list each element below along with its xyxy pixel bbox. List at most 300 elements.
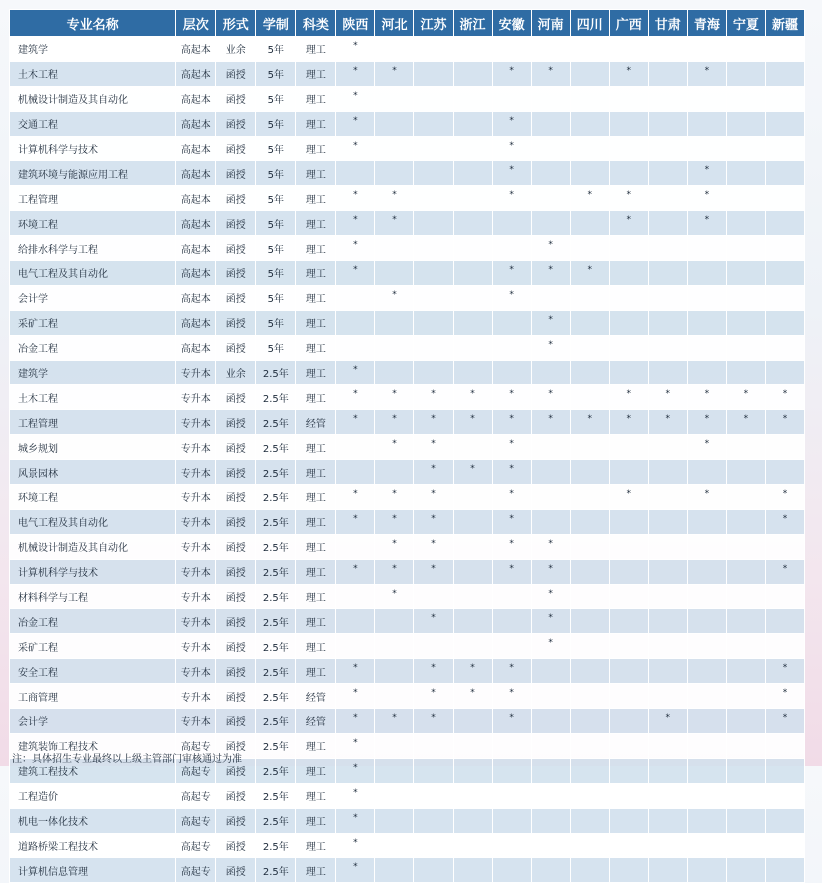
province-mark-cell — [726, 509, 765, 534]
duration-cell: 2.5年 — [256, 485, 296, 510]
duration-cell: 2.5年 — [256, 634, 296, 659]
province-mark-cell: * — [609, 186, 648, 211]
province-mark-cell: * — [414, 559, 453, 584]
province-mark-cell — [570, 310, 609, 335]
form-cell: 函授 — [216, 211, 256, 236]
province-mark-cell — [492, 310, 531, 335]
province-mark-cell: * — [336, 385, 375, 410]
province-mark-cell — [648, 86, 687, 111]
province-mark-cell — [726, 783, 765, 808]
category-cell: 理工 — [296, 360, 336, 385]
province-mark-cell — [765, 808, 804, 833]
table-row — [10, 285, 805, 310]
province-mark-cell — [531, 833, 570, 858]
province-mark-cell: * — [336, 37, 375, 62]
major-name-cell: 建筑学 — [10, 37, 176, 62]
province-mark-cell: * — [336, 509, 375, 534]
province-mark-cell — [726, 310, 765, 335]
province-mark-cell: * — [414, 709, 453, 734]
province-mark-cell — [726, 161, 765, 186]
province-mark-cell — [414, 285, 453, 310]
province-mark-cell — [687, 609, 726, 634]
province-mark-cell — [765, 86, 804, 111]
province-mark-cell — [687, 783, 726, 808]
level-cell: 专升本 — [176, 684, 216, 709]
province-mark-cell — [531, 808, 570, 833]
form-cell: 函授 — [216, 659, 256, 684]
major-name-cell: 环境工程 — [10, 485, 176, 510]
table-row — [10, 659, 805, 684]
province-mark-cell — [336, 534, 375, 559]
major-name-cell: 机械设计制造及其自动化 — [10, 534, 176, 559]
province-mark-cell — [453, 634, 492, 659]
form-cell: 函授 — [216, 559, 256, 584]
major-name-cell: 土木工程 — [10, 385, 176, 410]
province-mark-cell — [531, 509, 570, 534]
table-row — [10, 410, 805, 435]
table-row — [10, 460, 805, 485]
major-name-cell: 计算机科学与技术 — [10, 559, 176, 584]
form-cell: 业余 — [216, 37, 256, 62]
duration-cell: 2.5年 — [256, 534, 296, 559]
duration-cell: 2.5年 — [256, 360, 296, 385]
province-mark-cell — [609, 733, 648, 758]
province-mark-cell — [726, 236, 765, 261]
province-mark-cell — [453, 161, 492, 186]
province-mark-cell — [570, 709, 609, 734]
province-mark-cell: * — [375, 186, 414, 211]
province-mark-cell — [375, 659, 414, 684]
province-mark-cell — [531, 758, 570, 783]
province-mark-cell: * — [570, 186, 609, 211]
level-cell: 专升本 — [176, 609, 216, 634]
category-cell: 理工 — [296, 808, 336, 833]
province-mark-cell — [765, 37, 804, 62]
province-mark-cell — [765, 758, 804, 783]
province-mark-cell — [375, 634, 414, 659]
category-cell: 理工 — [296, 833, 336, 858]
province-mark-cell — [414, 86, 453, 111]
province-mark-cell — [609, 261, 648, 286]
major-name-cell: 工程造价 — [10, 783, 176, 808]
province-mark-cell — [453, 733, 492, 758]
province-mark-cell — [414, 211, 453, 236]
major-name-cell: 冶金工程 — [10, 609, 176, 634]
province-mark-cell — [609, 310, 648, 335]
province-mark-cell — [492, 758, 531, 783]
category-cell: 理工 — [296, 136, 336, 161]
province-mark-cell — [687, 758, 726, 783]
province-mark-cell: * — [453, 385, 492, 410]
province-mark-cell — [726, 609, 765, 634]
duration-cell: 2.5年 — [256, 709, 296, 734]
province-mark-cell — [531, 485, 570, 510]
province-mark-cell — [726, 335, 765, 360]
table-row — [10, 485, 805, 510]
province-mark-cell — [570, 783, 609, 808]
province-mark-cell — [609, 559, 648, 584]
province-mark-cell — [414, 858, 453, 883]
province-mark-cell — [414, 236, 453, 261]
province-mark-cell: * — [687, 410, 726, 435]
province-mark-cell — [648, 684, 687, 709]
province-mark-cell — [765, 609, 804, 634]
province-mark-cell: * — [531, 310, 570, 335]
province-mark-cell — [570, 858, 609, 883]
category-cell: 理工 — [296, 460, 336, 485]
level-cell: 专升本 — [176, 360, 216, 385]
province-mark-cell — [453, 86, 492, 111]
province-mark-cell: * — [336, 659, 375, 684]
province-mark-cell — [570, 534, 609, 559]
major-name-cell: 计算机信息管理 — [10, 858, 176, 883]
province-mark-cell — [492, 584, 531, 609]
duration-cell: 5年 — [256, 285, 296, 310]
province-mark-cell — [531, 858, 570, 883]
form-cell: 函授 — [216, 509, 256, 534]
table-row — [10, 360, 805, 385]
duration-cell: 5年 — [256, 236, 296, 261]
province-mark-cell — [453, 584, 492, 609]
table-row — [10, 709, 805, 734]
province-mark-cell: * — [414, 609, 453, 634]
duration-cell: 2.5年 — [256, 385, 296, 410]
province-mark-cell — [609, 659, 648, 684]
table-row — [10, 186, 805, 211]
major-name-cell: 采矿工程 — [10, 310, 176, 335]
table-row — [10, 609, 805, 634]
province-mark-cell: * — [492, 186, 531, 211]
province-mark-cell — [765, 534, 804, 559]
province-mark-cell — [726, 211, 765, 236]
province-mark-cell — [492, 634, 531, 659]
table-row — [10, 37, 805, 62]
province-mark-cell — [726, 435, 765, 460]
province-mark-cell — [726, 833, 765, 858]
province-mark-cell — [375, 808, 414, 833]
level-cell: 高起本 — [176, 335, 216, 360]
province-mark-cell — [609, 783, 648, 808]
province-mark-cell — [765, 61, 804, 86]
province-mark-cell — [531, 86, 570, 111]
major-name-cell: 风景园林 — [10, 460, 176, 485]
duration-cell: 2.5年 — [256, 833, 296, 858]
province-mark-cell — [414, 758, 453, 783]
province-mark-cell — [414, 833, 453, 858]
duration-cell: 2.5年 — [256, 609, 296, 634]
category-cell: 经管 — [296, 684, 336, 709]
province-mark-cell — [570, 460, 609, 485]
province-mark-cell — [687, 559, 726, 584]
province-mark-cell — [765, 833, 804, 858]
category-cell: 理工 — [296, 733, 336, 758]
province-mark-cell — [687, 360, 726, 385]
province-mark-cell: * — [375, 211, 414, 236]
province-mark-cell — [687, 858, 726, 883]
form-cell: 函授 — [216, 111, 256, 136]
province-mark-cell — [492, 808, 531, 833]
province-mark-cell — [375, 733, 414, 758]
province-mark-cell: * — [765, 385, 804, 410]
duration-cell: 2.5年 — [256, 659, 296, 684]
category-cell: 理工 — [296, 385, 336, 410]
province-mark-cell — [726, 37, 765, 62]
duration-cell: 2.5年 — [256, 758, 296, 783]
major-name-cell: 机械设计制造及其自动化 — [10, 86, 176, 111]
province-mark-cell — [648, 485, 687, 510]
level-cell: 高起本 — [176, 211, 216, 236]
province-mark-cell — [531, 161, 570, 186]
category-cell: 理工 — [296, 659, 336, 684]
level-cell: 高起本 — [176, 285, 216, 310]
duration-cell: 5年 — [256, 61, 296, 86]
province-mark-cell: * — [336, 559, 375, 584]
level-cell: 高起专 — [176, 783, 216, 808]
major-name-cell: 冶金工程 — [10, 335, 176, 360]
major-name-cell: 工程管理 — [10, 410, 176, 435]
province-mark-cell — [336, 435, 375, 460]
province-mark-cell: * — [414, 684, 453, 709]
level-cell: 专升本 — [176, 634, 216, 659]
province-mark-cell — [726, 136, 765, 161]
form-cell: 函授 — [216, 634, 256, 659]
duration-cell: 5年 — [256, 111, 296, 136]
province-mark-cell: * — [687, 385, 726, 410]
duration-cell: 2.5年 — [256, 559, 296, 584]
province-mark-cell — [765, 136, 804, 161]
province-mark-cell — [648, 211, 687, 236]
province-mark-cell — [336, 609, 375, 634]
province-mark-cell: * — [336, 86, 375, 111]
province-mark-cell — [453, 783, 492, 808]
category-cell: 理工 — [296, 634, 336, 659]
province-mark-cell — [492, 609, 531, 634]
province-mark-cell — [609, 136, 648, 161]
column-header: 学制 — [256, 10, 296, 37]
province-mark-cell — [609, 634, 648, 659]
table-row — [10, 161, 805, 186]
column-header: 新疆 — [765, 10, 804, 37]
province-mark-cell: * — [687, 186, 726, 211]
province-mark-cell: * — [765, 559, 804, 584]
duration-cell: 5年 — [256, 211, 296, 236]
province-mark-cell — [414, 61, 453, 86]
province-mark-cell — [453, 509, 492, 534]
province-mark-cell — [453, 186, 492, 211]
province-mark-cell: * — [648, 385, 687, 410]
province-mark-cell: * — [375, 509, 414, 534]
province-mark-cell: * — [375, 435, 414, 460]
province-mark-cell — [609, 709, 648, 734]
province-mark-cell — [531, 285, 570, 310]
province-mark-cell — [570, 385, 609, 410]
level-cell: 高起专 — [176, 758, 216, 783]
province-mark-cell — [726, 360, 765, 385]
province-mark-cell: * — [726, 410, 765, 435]
province-mark-cell — [648, 186, 687, 211]
province-mark-cell: * — [336, 783, 375, 808]
level-cell: 高起专 — [176, 858, 216, 883]
province-mark-cell — [531, 136, 570, 161]
duration-cell: 2.5年 — [256, 783, 296, 808]
province-mark-cell: * — [336, 684, 375, 709]
province-mark-cell: * — [336, 758, 375, 783]
province-mark-cell — [453, 858, 492, 883]
province-mark-cell — [726, 86, 765, 111]
table-row — [10, 261, 805, 286]
level-cell: 高起本 — [176, 111, 216, 136]
province-mark-cell — [414, 111, 453, 136]
province-mark-cell — [453, 485, 492, 510]
province-mark-cell — [570, 659, 609, 684]
province-mark-cell: * — [531, 410, 570, 435]
table-row — [10, 136, 805, 161]
province-mark-cell — [453, 758, 492, 783]
table-row — [10, 335, 805, 360]
form-cell: 函授 — [216, 236, 256, 261]
province-mark-cell — [687, 460, 726, 485]
major-name-cell: 建筑环境与能源应用工程 — [10, 161, 176, 186]
province-mark-cell — [570, 86, 609, 111]
province-mark-cell: * — [375, 709, 414, 734]
column-header: 广西 — [609, 10, 648, 37]
province-mark-cell — [726, 111, 765, 136]
province-mark-cell — [414, 584, 453, 609]
province-mark-cell: * — [375, 485, 414, 510]
province-mark-cell: * — [609, 211, 648, 236]
province-mark-cell — [726, 584, 765, 609]
column-header: 层次 — [176, 10, 216, 37]
level-cell: 高起本 — [176, 186, 216, 211]
province-mark-cell — [570, 733, 609, 758]
major-name-cell: 工商管理 — [10, 684, 176, 709]
table-row — [10, 559, 805, 584]
province-mark-cell: * — [414, 659, 453, 684]
column-header: 四川 — [570, 10, 609, 37]
province-mark-cell — [726, 709, 765, 734]
province-mark-cell — [726, 808, 765, 833]
table-row — [10, 310, 805, 335]
province-mark-cell — [453, 534, 492, 559]
category-cell: 理工 — [296, 485, 336, 510]
category-cell: 理工 — [296, 858, 336, 883]
province-mark-cell: * — [336, 261, 375, 286]
province-mark-cell — [726, 485, 765, 510]
duration-cell: 5年 — [256, 161, 296, 186]
table-row — [10, 634, 805, 659]
province-mark-cell — [726, 285, 765, 310]
province-mark-cell — [687, 709, 726, 734]
province-mark-cell — [492, 858, 531, 883]
province-mark-cell: * — [648, 410, 687, 435]
province-mark-cell: * — [531, 236, 570, 261]
column-header: 专业名称 — [10, 10, 176, 37]
province-mark-cell — [765, 360, 804, 385]
form-cell: 函授 — [216, 733, 256, 758]
province-mark-cell — [414, 733, 453, 758]
level-cell: 专升本 — [176, 410, 216, 435]
province-mark-cell — [648, 609, 687, 634]
province-mark-cell — [726, 659, 765, 684]
category-cell: 理工 — [296, 261, 336, 286]
table-row — [10, 584, 805, 609]
province-mark-cell — [648, 261, 687, 286]
province-mark-cell — [492, 37, 531, 62]
category-cell: 经管 — [296, 410, 336, 435]
province-mark-cell: * — [492, 509, 531, 534]
province-mark-cell — [687, 733, 726, 758]
column-header: 陕西 — [336, 10, 375, 37]
form-cell: 函授 — [216, 335, 256, 360]
province-mark-cell — [765, 335, 804, 360]
province-mark-cell — [726, 261, 765, 286]
province-mark-cell — [375, 161, 414, 186]
province-mark-cell: * — [531, 609, 570, 634]
column-header: 科类 — [296, 10, 336, 37]
province-mark-cell — [570, 111, 609, 136]
province-mark-cell — [531, 460, 570, 485]
level-cell: 高起本 — [176, 310, 216, 335]
province-mark-cell — [687, 37, 726, 62]
province-mark-cell — [453, 261, 492, 286]
province-mark-cell — [648, 435, 687, 460]
province-mark-cell — [765, 733, 804, 758]
form-cell: 函授 — [216, 460, 256, 485]
form-cell: 函授 — [216, 709, 256, 734]
duration-cell: 5年 — [256, 186, 296, 211]
province-mark-cell — [648, 509, 687, 534]
province-mark-cell — [609, 758, 648, 783]
province-mark-cell: * — [687, 161, 726, 186]
province-mark-cell — [765, 236, 804, 261]
province-mark-cell: * — [531, 385, 570, 410]
province-mark-cell — [492, 335, 531, 360]
province-mark-cell — [765, 435, 804, 460]
province-mark-cell: * — [492, 385, 531, 410]
province-mark-cell — [570, 758, 609, 783]
province-mark-cell — [414, 261, 453, 286]
province-mark-cell: * — [726, 385, 765, 410]
table-row — [10, 435, 805, 460]
level-cell: 专升本 — [176, 385, 216, 410]
province-mark-cell — [414, 335, 453, 360]
province-mark-cell: * — [765, 485, 804, 510]
province-mark-cell — [375, 609, 414, 634]
province-mark-cell — [726, 559, 765, 584]
province-mark-cell — [687, 833, 726, 858]
province-mark-cell — [570, 37, 609, 62]
province-mark-cell — [609, 534, 648, 559]
province-mark-cell — [453, 285, 492, 310]
province-mark-cell — [414, 634, 453, 659]
duration-cell: 2.5年 — [256, 684, 296, 709]
province-mark-cell: * — [336, 61, 375, 86]
province-mark-cell — [609, 86, 648, 111]
province-mark-cell — [531, 360, 570, 385]
province-mark-cell — [453, 61, 492, 86]
level-cell: 高起本 — [176, 261, 216, 286]
province-mark-cell: * — [453, 684, 492, 709]
province-mark-cell — [726, 61, 765, 86]
province-mark-cell — [375, 360, 414, 385]
province-mark-cell — [726, 186, 765, 211]
province-mark-cell: * — [531, 335, 570, 360]
table-row — [10, 86, 805, 111]
table-row — [10, 385, 805, 410]
province-mark-cell — [687, 310, 726, 335]
province-mark-cell: * — [570, 261, 609, 286]
province-mark-cell: * — [531, 584, 570, 609]
